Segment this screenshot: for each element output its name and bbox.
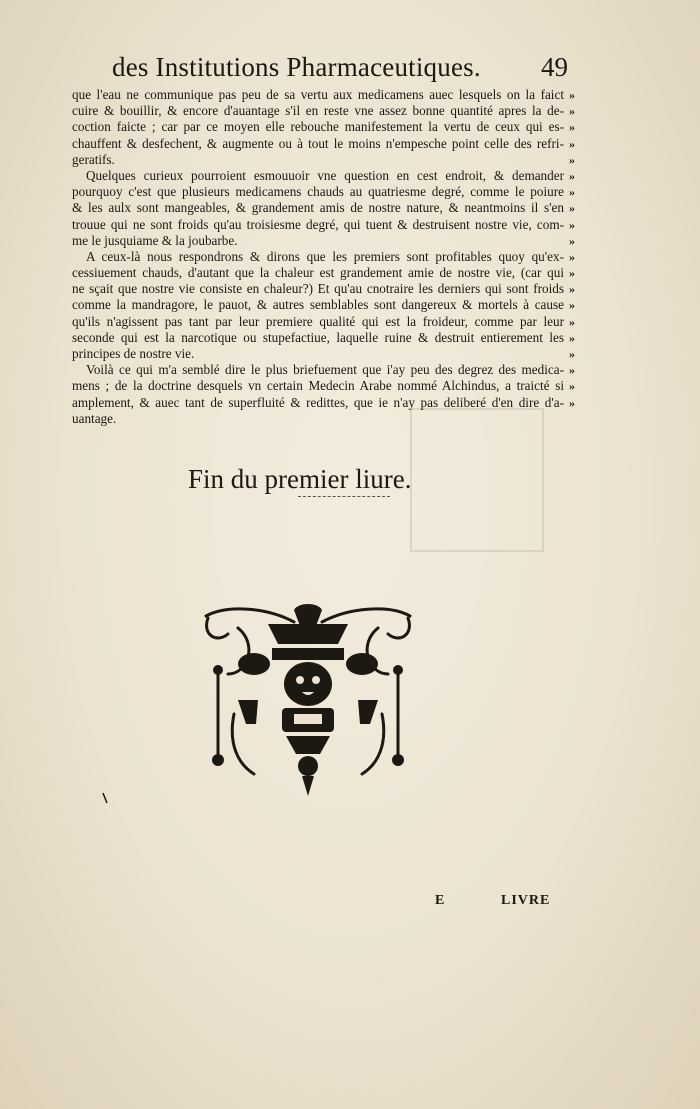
quote-mark: » <box>569 120 575 135</box>
quote-mark: » <box>569 136 575 151</box>
quote-mark: » <box>569 395 575 410</box>
tailpiece-ornament-icon <box>198 604 418 800</box>
quote-mark: » <box>569 152 575 167</box>
text-line: coction faicte ; car par ce moyen elle rebouche manifestement la vertu de ceux qui es- <box>72 119 564 135</box>
quote-mark: » <box>569 347 575 361</box>
quote-mark: » <box>569 217 575 232</box>
quote-mark: » <box>569 330 575 345</box>
signature-mark: E <box>435 893 445 908</box>
quote-mark: » <box>569 201 575 216</box>
quote-mark: » <box>569 233 575 248</box>
text-line: & les aulx sont mangeables, & grandement amis de nostre nature, & neantmoins il s'en <box>72 200 564 216</box>
text-line: Voilà ce qui m'a semblé dire le plus briefuement que i'ay peu des degrez des medica- <box>86 362 564 378</box>
quote-mark: » <box>569 282 575 297</box>
text-line: comme la mandragore, le pauot, & autres semblables sont dangereux & mortels à cause <box>72 297 564 313</box>
text-line: chauffent & desfechent, & augmente ou à tout le moins n'empesche point celle des refri- <box>72 135 564 151</box>
text-line: me le jusquiame & la joubarbe. <box>72 232 238 248</box>
quote-mark: » <box>569 185 575 200</box>
text-line: mens ; de la doctrine desquels vn certain Medecin Arabe nommé Alchindus, a traicté si <box>72 378 564 394</box>
text-line: qu'ils n'agissent pas tant par leur premiere qualité qui est la froideur, comme par leur <box>72 313 564 329</box>
quote-mark: » <box>569 266 575 281</box>
text-line: que l'eau ne communique pas peu de sa vertu aux medicamens auec lesquels on la faict <box>72 87 564 102</box>
text-line: seconde qui est la narcotique ou stupefactiue, laquelle ruine & destruit entierement les <box>72 329 564 345</box>
text-line: amplement, & auec tant de superfluité & redittes, que ie n'ay pas deliberé d'en dire d'a- <box>72 394 564 410</box>
text-line: pourquoy c'est que plusieurs medicamens chauds au quatriesme degré, comme le poiure <box>72 184 564 200</box>
quote-mark: » <box>569 249 575 264</box>
text-line: Quelques curieux pourroient esmouuoir vne question en cest endroit, & demander <box>86 167 564 183</box>
text-line: cessiuement chauds, d'autant que la chaleur est grandement amie de nostre vie, (car qui <box>72 265 564 281</box>
page-header <box>112 48 568 88</box>
quote-mark: » <box>569 104 575 119</box>
quote-mark: » <box>569 168 575 183</box>
text-line: A ceux-là nous respondrons & dirons que les premiers sont profitables quoy qu'ex- <box>86 248 564 264</box>
quote-mark: » <box>569 314 575 329</box>
quote-mark: » <box>569 379 575 394</box>
running-head: des Institutions Pharmaceutiques. <box>112 52 481 82</box>
catchword: LIVRE <box>501 893 551 908</box>
ink-mark <box>102 792 108 804</box>
quote-mark: » <box>569 298 575 313</box>
title-underline <box>298 496 390 499</box>
text-line: uantage. <box>72 410 117 426</box>
quote-mark: » <box>569 88 575 102</box>
body-text <box>72 87 564 427</box>
text-line: geratifs. <box>72 151 115 167</box>
text-line: trouue qui ne sont froids qu'au troisiesme degré, qui tuent & destruisent nostre vie, com- <box>72 216 564 232</box>
quotation-marks-column <box>562 87 582 411</box>
text-line: ne sçait que nostre vie consiste en chaleur?) Et qu'au cnotraire les derniers qui sont froids <box>72 281 564 297</box>
page-number: 49 <box>541 52 568 82</box>
text-line: principes de nostre vie. <box>72 346 195 361</box>
quote-mark: » <box>569 363 575 378</box>
show-through-woodcut <box>410 408 544 552</box>
end-of-book-title: Fin du premier liure. <box>188 464 412 494</box>
text-line: cuire & bouillir, & encore d'auantage s'il en reste vne assez bonne quantité apres la de- <box>72 103 564 119</box>
